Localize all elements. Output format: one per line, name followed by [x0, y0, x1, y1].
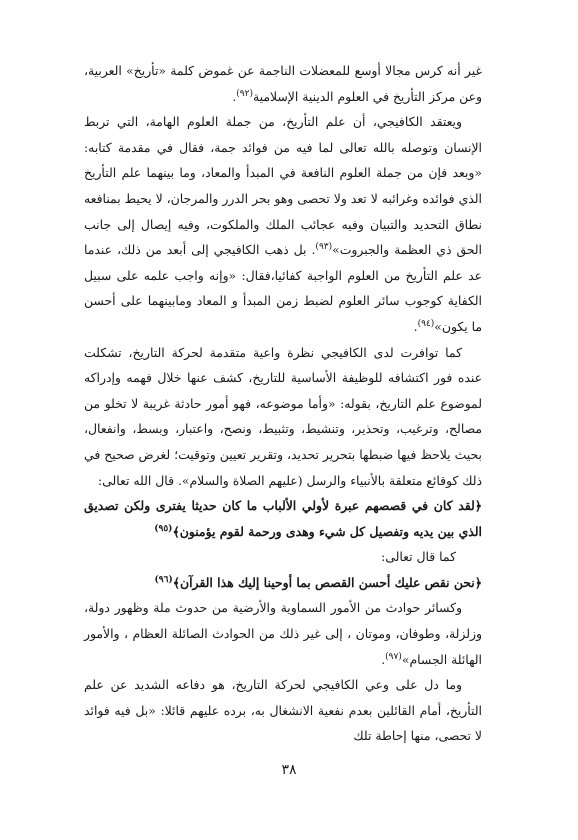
footnote-ref: (٩٧): [385, 651, 402, 662]
quran-quote-1: [84, 493, 482, 544]
body-text: [84, 58, 482, 749]
paragraph-1: [84, 58, 482, 109]
paragraph-text: كما قال تعالى:: [381, 549, 456, 565]
quote-text: ﴿لقد كان في قصصهم عبرة لأولي الألباب ما كان حديثا يفترى ولكن تصديق الذي بين يديه وتفصيل كل شيء وهدى ورحمة لقوم يؤمنون﴾: [84, 498, 482, 539]
paragraph-tail: .: [381, 651, 386, 667]
paragraph-text: غير أنه كرس مجالا أوسع للمعضلات الناجمة عن غموض كلمة «تأريخ» العربية، وعن مركز التأريخ في العلوم الدينية الإسلامية: [84, 63, 482, 104]
paragraph-text: وكسائر حوادث من الأمور السماوية والأرضية من حدوث ملة وظهور دولة، وزلزلة، وطوفان، وموتان ، إلى غير ذلك من الحوادث الصائلة العظام ، والأمور الهائلة الجسام»: [84, 600, 482, 667]
footnote-ref: (٩٥): [154, 523, 173, 534]
paragraph-3: [84, 340, 482, 494]
paragraph-text: وما دل على وعي الكافيجي لحركة التاريخ، هو دفاعه الشديد عن علم التأريخ، أمام القائلين بعدم نفعية الانشغال به، برده عليهم قائلا: «بل فيه فوائد لا تحصى، منها إحاطة تلك: [84, 677, 482, 744]
footnote-ref: (٩٢): [236, 88, 253, 99]
footnote-ref: (٩٦): [154, 574, 173, 585]
quran-quote-2: [84, 570, 482, 596]
paragraph-6: [84, 672, 482, 749]
paragraph-tail: .: [413, 318, 418, 334]
footnote-ref: (٩٤): [417, 318, 435, 329]
footnote-ref: (٩٣): [315, 242, 333, 253]
paragraph-text: ويعتقد الكافيجي، أن علم التأريخ، من جملة العلوم الهامة، التي تربط الإنسان وتوصله بالله تعالى لما فيه من فوائد جمة، فقال في مقدمة كتابه: «وبعد فإن من جملة العلوم النافعة في المبدأ والمعاد، وما بينهما علم التأريخ الذي فوائده وغرائبه لا تعد ولا تحصى وهو بحر الدرر والمرجان، لا يحيط بمنافعه نطاق التحديد والتبيان وفيه عجائب الملك والملكوت، وفيه إيصال إلى جانب الحق ذي العظمة والجبروت»: [84, 114, 482, 258]
quote-text: ﴿نحن نقص عليك أحسن القصص بما أوحينا إليك هذا القرآن﴾: [172, 574, 482, 590]
paragraph-4: [84, 544, 482, 570]
paragraph-5: [84, 595, 482, 672]
paragraph-2: [84, 109, 482, 339]
paragraph-tail: . بل ذهب الكافيجي إلى أبعد من ذلك، عندما عد علم التأريخ من العلوم الواجبة كفائيا،فقال: «وإنه واجب علمه على سبيل الكفاية كوجوب سائر العلوم لضبط زمن المبدأ و المعاد ومابينهما على أحسن ما يكون»: [84, 242, 482, 334]
paragraph-tail: .: [232, 88, 237, 104]
page-number: ٣٨: [281, 762, 297, 778]
paragraph-text: كما توافرت لدى الكافيجي نظرة واعية متقدمة لحركة التاريخ، تشكلت عنده فور اكتشافه للوظيفة الأساسية للتاريخ، كشف عنها خلال فهمه وإدراكه لموضوع علم التاريخ، بقوله: «وأما موضوعه، فهو أمور حادثة غريبة لا تخلو من مصالح، وترغيب، وتحذير، وتنشيط، وتثبيط، ونصح، واعتبار، وبسط، وانفعال، بحيث يلاحظ فيها ضبطها بتحرير تحديد، وتقرير تعيين وتوقيت؛ لغرض صحيح في ذلك كوقائع متعلقة بالأنبياء والرسل (عليهم الصلاة والسلام». قال الله تعالى:: [84, 344, 482, 488]
